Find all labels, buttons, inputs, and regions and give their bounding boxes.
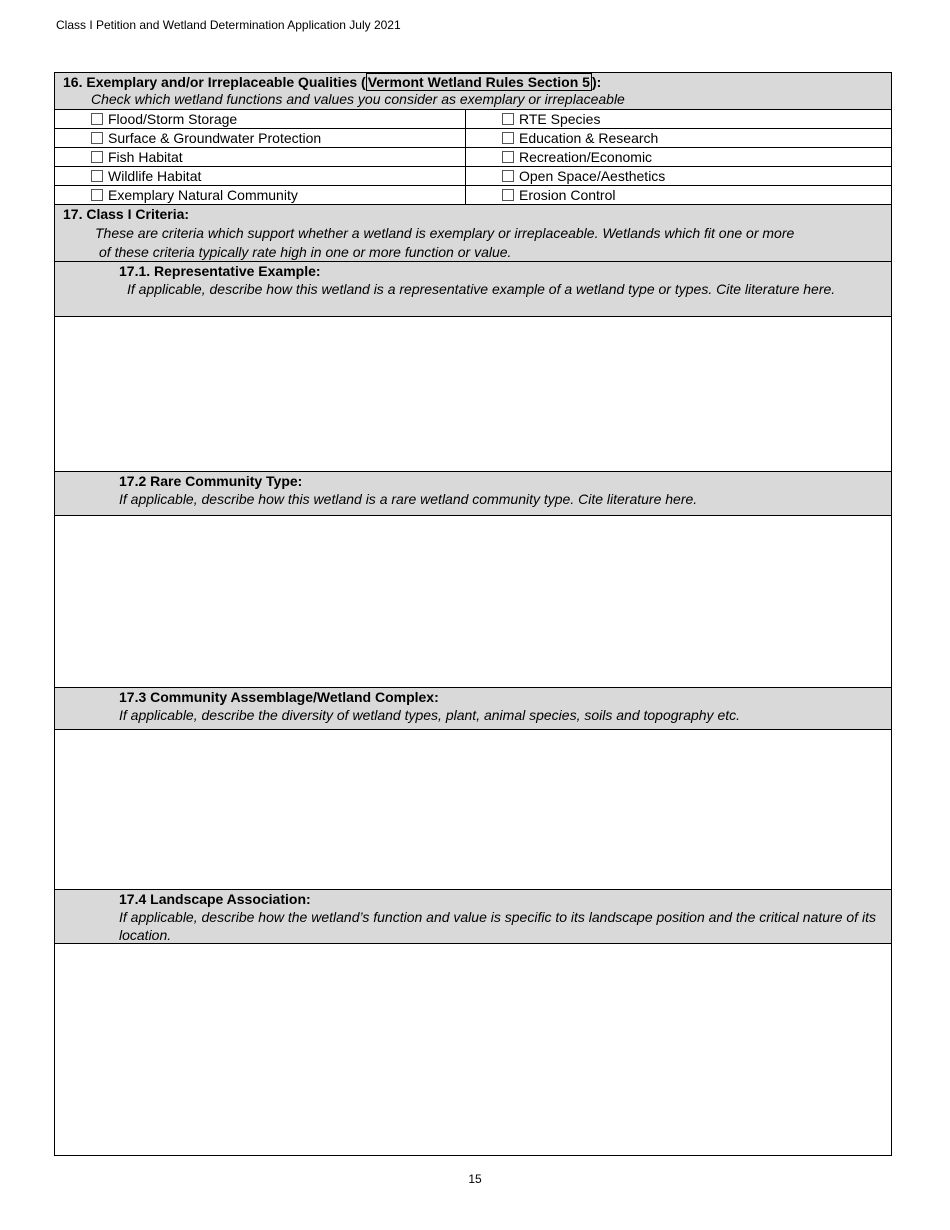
section-17-header — [55, 205, 891, 262]
section-17-4-header — [55, 890, 891, 944]
checkbox-erosion-control[interactable]: Erosion Control — [466, 186, 891, 204]
section-17-4-description: If applicable, describe how the wetland’s function and value is specific to its landscape position and the critical nature of its location. — [119, 909, 876, 943]
checkbox-icon[interactable] — [91, 132, 103, 144]
section-17-1-header — [55, 262, 891, 317]
checkbox-icon[interactable] — [91, 151, 103, 163]
checkbox-row — [55, 167, 891, 186]
checkbox-exemplary-natural-community[interactable]: Exemplary Natural Community — [55, 186, 466, 204]
section-17-2-response-field[interactable] — [55, 516, 891, 688]
checkbox-icon[interactable] — [502, 132, 514, 144]
section-17-3-description: If applicable, describe the diversity of wetland types, plant, animal species, soils and topography etc. — [119, 707, 741, 723]
section-17-1-response-field[interactable] — [55, 317, 891, 472]
checkbox-row — [55, 129, 891, 148]
section-17-3-title: 17.3 Community Assemblage/Wetland Complex: — [119, 689, 439, 705]
checkbox-icon[interactable] — [502, 151, 514, 163]
checkbox-row — [55, 110, 891, 129]
checkbox-surface-groundwater-protection[interactable]: Surface & Groundwater Protection — [55, 129, 466, 147]
checkbox-icon[interactable] — [91, 189, 103, 201]
section-17-description-continued: of these criteria typically rate high in one or more function or value. — [99, 244, 512, 260]
checkbox-icon[interactable] — [502, 170, 514, 182]
checkbox-icon[interactable] — [91, 170, 103, 182]
checkbox-wildlife-habitat[interactable]: Wildlife Habitat — [55, 167, 466, 185]
checkbox-row — [55, 186, 891, 205]
checkbox-fish-habitat[interactable]: Fish Habitat — [55, 148, 466, 166]
checkbox-education-research[interactable]: Education & Research — [466, 129, 891, 147]
section-17-1-title: 17.1. Representative Example: — [119, 263, 321, 279]
checkbox-rte-species[interactable]: RTE Species — [466, 110, 891, 128]
section-17-3-response-field[interactable] — [55, 730, 891, 890]
section-17-title: 17. Class I Criteria: — [63, 206, 190, 222]
section-17-4-response-field[interactable] — [55, 944, 891, 1156]
checkbox-recreation-economic[interactable]: Recreation/Economic — [466, 148, 891, 166]
criteria-form — [54, 72, 892, 1156]
page-number: 15 — [468, 1172, 482, 1186]
checkbox-icon[interactable] — [91, 113, 103, 125]
checkbox-icon[interactable] — [502, 189, 514, 201]
section-16-instruction: Check which wetland functions and values you consider as exemplary or irreplaceable — [91, 91, 625, 107]
checkbox-icon[interactable] — [502, 113, 514, 125]
section-17-4-title: 17.4 Landscape Association: — [119, 891, 311, 907]
checkbox-open-space-aesthetics[interactable]: Open Space/Aesthetics — [466, 167, 891, 185]
section-17-1-description: If applicable, describe how this wetland is a representative example of a wetland type or types. Cite literature here. — [127, 281, 836, 297]
vermont-wetland-rules-link[interactable]: Vermont Wetland Rules Section 5 — [367, 74, 590, 90]
section-16-title: 16. Exemplary and/or Irreplaceable Qualities ( Vermont Wetland Rules Section 5 ): — [63, 74, 602, 90]
checkbox-flood-storm-storage[interactable]: Flood/Storm Storage — [55, 110, 466, 128]
section-17-2-title: 17.2 Rare Community Type: — [119, 473, 303, 489]
section-17-2-header — [55, 472, 891, 516]
document-header: Class I Petition and Wetland Determination Application July 2021 — [56, 18, 401, 32]
section-17-description: These are criteria which support whether a wetland is exemplary or irreplaceable. Wetlands which fit one or more — [95, 225, 795, 241]
section-17-2-description: If applicable, describe how this wetland is a rare wetland community type. Cite literature here. — [119, 491, 698, 507]
checkbox-row — [55, 148, 891, 167]
section-16-header — [55, 73, 891, 110]
section-17-3-header — [55, 688, 891, 730]
